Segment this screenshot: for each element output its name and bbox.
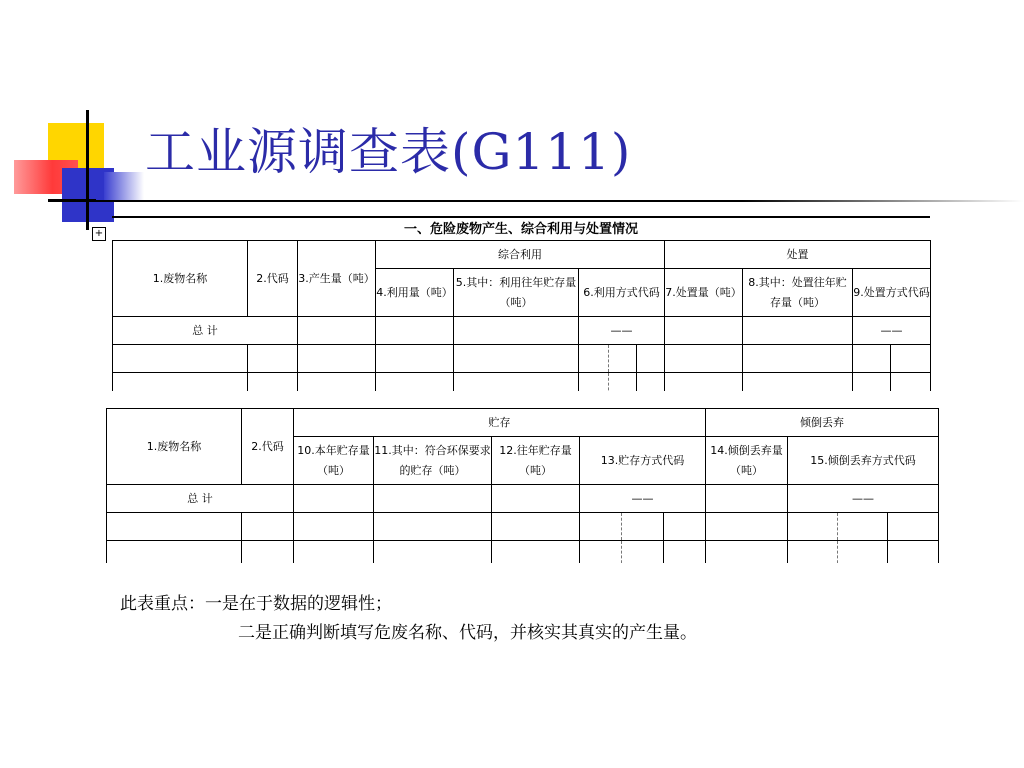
hazardous-waste-table-1 [112, 240, 931, 401]
table-row-cell[interactable] [853, 345, 891, 373]
table-move-handle-icon[interactable]: + [92, 227, 106, 241]
t1-header-produce: 3.产生量（吨） [298, 241, 376, 317]
t1-total-cell[interactable] [665, 317, 743, 345]
table-row-cell[interactable] [298, 345, 376, 373]
t2-header-storage-method: 13.贮存方式代码 [580, 437, 706, 485]
table-row-cell[interactable] [107, 513, 242, 541]
t2-header-dump-method: 15.倾倒丢弃方式代码 [788, 437, 939, 485]
table-row-cell[interactable] [294, 513, 374, 541]
table-row-cell[interactable] [888, 513, 939, 541]
slide-title: 工业源调查表(G111) [145, 123, 632, 181]
table-row-cell[interactable] [376, 345, 454, 373]
t1-group-comprehensive: 综合利用 [376, 241, 665, 269]
table-row-cell[interactable] [374, 513, 492, 541]
table-row-cell[interactable] [580, 513, 622, 541]
hazardous-waste-table-2 [106, 408, 939, 569]
t1-header-dispose: 7.处置量（吨） [665, 269, 743, 317]
note-line-1: 此表重点：一是在于数据的逻辑性； [120, 594, 392, 614]
t2-total-cell[interactable] [374, 485, 492, 513]
title-underline-rule [88, 200, 1023, 202]
vertical-decor-line [86, 110, 89, 230]
table-row-cell[interactable] [622, 513, 664, 541]
table-row-cell[interactable] [743, 345, 853, 373]
table-row-cell[interactable] [891, 345, 931, 373]
table1-caption: 一、危险废物产生、综合利用与处置情况 [112, 216, 930, 242]
t1-total-dash: —— [579, 317, 665, 345]
t1-total-dash: —— [853, 317, 931, 345]
table-row-cell[interactable] [248, 345, 298, 373]
blue-fade-decor [104, 172, 144, 202]
table-row-cell[interactable] [579, 345, 609, 373]
t1-total-cell[interactable] [376, 317, 454, 345]
t2-total-dash: —— [788, 485, 939, 513]
t1-total-cell[interactable] [454, 317, 579, 345]
t1-group-disposal: 处置 [665, 241, 931, 269]
t1-header-code: 2.代码 [248, 241, 298, 317]
t2-header-dump: 14.倾倒丢弃量（吨） [706, 437, 788, 485]
t1-total-label: 总 计 [113, 317, 298, 345]
t1-header-use: 4.利用量（吨） [376, 269, 454, 317]
table-row-cell[interactable] [665, 345, 743, 373]
t2-total-dash: —— [580, 485, 706, 513]
t1-total-cell[interactable] [743, 317, 853, 345]
table-row-cell[interactable] [492, 513, 580, 541]
t2-total-cell[interactable] [492, 485, 580, 513]
note-line-2: 二是正确判断填写危废名称、代码，并核实其真实的产生量。 [238, 623, 697, 643]
t2-group-storage: 贮存 [294, 409, 706, 437]
t2-header-code: 2.代码 [242, 409, 294, 485]
t2-group-dump: 倾倒丢弃 [706, 409, 939, 437]
t1-header-dispose-past: 8.其中：处置往年贮存量（吨） [743, 269, 853, 317]
key-points-note [120, 590, 697, 648]
table-row-cell[interactable] [637, 345, 665, 373]
table-row-cell[interactable] [609, 345, 637, 373]
table1-crop-mask [108, 391, 938, 403]
t2-header-storage-past: 12.往年贮存量（吨） [492, 437, 580, 485]
t1-header-use-method: 6.利用方式代码 [579, 269, 665, 317]
table-row-cell[interactable] [113, 345, 248, 373]
table-row-cell[interactable] [838, 513, 888, 541]
table-row-cell[interactable] [664, 513, 706, 541]
t1-header-name: 1.废物名称 [113, 241, 248, 317]
t1-header-use-past: 5.其中：利用往年贮存量（吨） [454, 269, 579, 317]
table-row-cell[interactable] [242, 513, 294, 541]
table-row-cell[interactable] [706, 513, 788, 541]
t2-total-cell[interactable] [706, 485, 788, 513]
table2-crop-mask [100, 563, 950, 577]
table-row-cell[interactable] [454, 345, 579, 373]
t1-header-dispose-method: 9.处置方式代码 [853, 269, 931, 317]
t2-header-storage-env: 11.其中：符合环保要求的贮存（吨） [374, 437, 492, 485]
t2-header-name: 1.废物名称 [107, 409, 242, 485]
t2-total-cell[interactable] [294, 485, 374, 513]
t2-total-label: 总 计 [107, 485, 294, 513]
table-row-cell[interactable] [788, 513, 838, 541]
t2-header-storage-year: 10.本年贮存量（吨） [294, 437, 374, 485]
t1-total-cell[interactable] [298, 317, 376, 345]
